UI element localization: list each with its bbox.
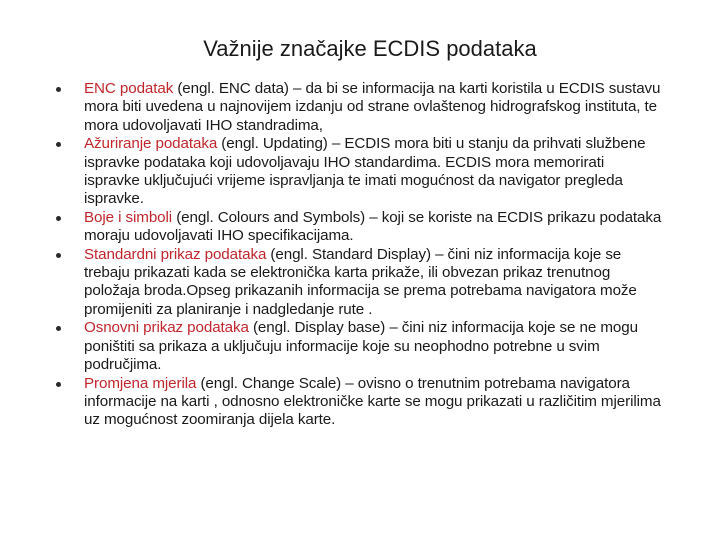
bullet-item-updating <box>54 135 664 209</box>
bullet-list <box>54 80 664 430</box>
bullet-term: Osnovni prikaz podataka <box>84 319 249 337</box>
bullet-term: Standardni prikaz podataka <box>84 245 267 263</box>
bullet-point-icon <box>56 216 61 221</box>
bullet-term: Promjena mjerila <box>84 374 197 392</box>
bullet-point-icon <box>56 142 61 147</box>
bullet-term: Boje i simboli <box>84 208 173 226</box>
bullet-text: (engl. Colours and Symbols) – koji se koriste na ECDIS prikazu podataka moraju udovoljavati IHO specifikacijama. <box>84 208 662 245</box>
bullet-item-colours-symbols <box>54 209 664 246</box>
bullet-term: ENC podatak <box>84 80 174 97</box>
bullet-item-standard-display <box>54 246 664 320</box>
bullet-term: Ažuriranje podataka <box>84 135 218 153</box>
slide-title: Važnije značajke ECDIS podataka <box>203 36 537 61</box>
bullet-item-display-base <box>54 319 664 374</box>
bullet-point-icon <box>56 382 61 387</box>
bullet-text: (engl. Change Scale) – ovisno o trenutnim potrebama navigatora informacije na karti , odnosno elektroničke karte se mogu prikazati u različitim mjerilima uz mogućnost zoomiranja dijela karte. <box>84 374 661 429</box>
bullet-item-change-scale <box>54 375 664 430</box>
bullet-item-enc-data <box>54 80 664 135</box>
bullet-text: (engl. Updating) – ECDIS mora biti u stanju da prihvati službene ispravke podataka koji udovoljavaju IHO standardima. ECDIS mora memorirati ispravke uključujući vrijeme ispravljanja te imati mogućnost da navigator pregleda ispravke. <box>84 135 646 208</box>
bullet-point-icon <box>56 87 61 92</box>
bullet-point-icon <box>56 253 61 258</box>
bullet-text: (engl. ENC data) – da bi se informacija na karti koristila u ECDIS sustavu mora biti uvedena u najnovijem izdanju od strane ovlaštenog hidrografskog instituta, te mora udovoljavati IHO standradima, <box>84 80 661 134</box>
bullet-text: (engl. Display base) – čini niz informacija koje se ne mogu poništiti sa prikaza a uključuju informacije koje su neophodno potrebne u svim područjima. <box>84 319 638 374</box>
bullet-text: (engl. Standard Display) – čini niz informacija koje se trebaju prikazati kada se elektronička karta prikaže, ili obvezan prikaz trenutnog položaja broda.Opseg prikazanih informacija se prema potrebama navigatora može promijeniti za planiranje i nadgledanje rute . <box>84 245 637 318</box>
bullet-point-icon <box>56 326 61 331</box>
